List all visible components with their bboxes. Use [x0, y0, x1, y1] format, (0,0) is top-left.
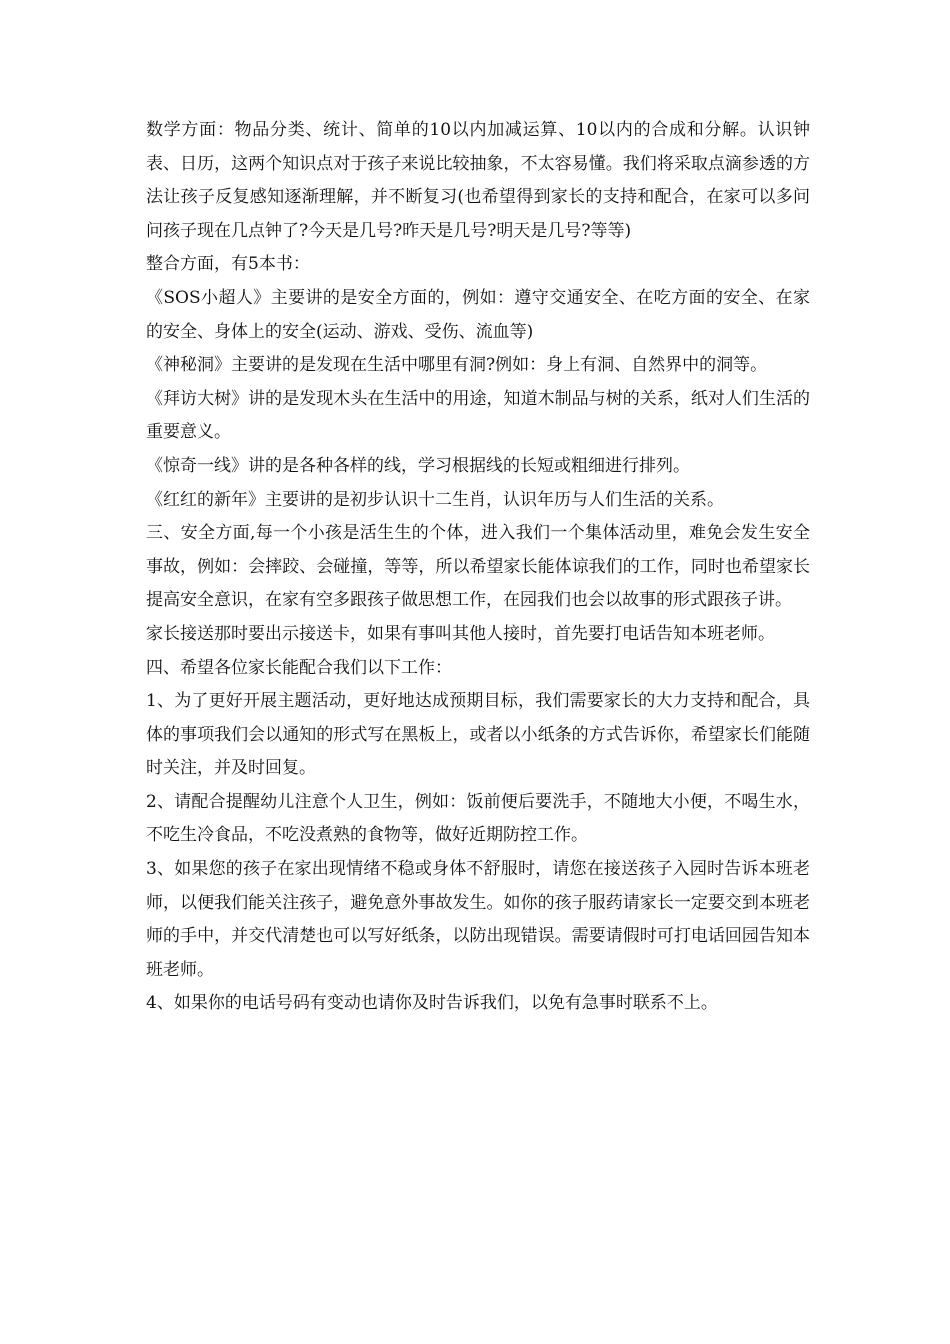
paragraph-parent-cooperation-heading: 四、希望各位家长能配合我们以下工作： — [146, 657, 452, 678]
paragraph-item-4: 4、如果你的电话号码有变动也请你及时告诉我们，以免有急事时联系不上。 — [146, 993, 718, 1014]
paragraph-book-mystery-hole: 《神秘洞》主要讲的是发现在生活中哪里有洞?例如：身上有洞、自然界中的洞等。 — [146, 355, 768, 376]
paragraph-book-lines: 《惊奇一线》讲的是各种各样的线，学习根据线的长短或粗细进行排列。 — [146, 455, 690, 476]
paragraph-math: 数学方面：物品分类、统计、简单的10以内加减运算、10以内的合成和分解。认识钟表、日历，这两个知识点对于孩子来说比较抽象，不太容易懂。我们将采取点滴参透的方法让孩子反复感知逐渐理解，并不断复习(也希望得到家长的支持和配合，在家可以多问问孩子现在几点钟了?今天是几号?昨天是几号?明天是几号?等等) — [146, 120, 810, 241]
paragraph-book-sos: 《SOS小超人》主要讲的是安全方面的，例如：遵守交通安全、在吃方面的安全、在家的安全、身体上的安全(运动、游戏、受伤、流血等) — [146, 287, 810, 342]
paragraph-book-visit-tree: 《拜访大树》讲的是发现木头在生活中的用途，知道木制品与树的关系，纸对人们生活的重要意义。 — [146, 388, 810, 443]
document-body — [146, 114, 810, 1021]
paragraph-book-new-year: 《红红的新年》主要讲的是初步认识十二生肖，认识年历与人们生活的关系。 — [146, 489, 724, 510]
paragraph-item-1: 1、为了更好开展主题活动，更好地达成预期目标，我们需要家长的大力支持和配合，具体的事项我们会以通知的形式写在黑板上，或者以小纸条的方式告诉你，希望家长们能随时关注，并及时回复。 — [146, 691, 810, 779]
paragraph-safety: 三、安全方面,每一个小孩是活生生的个体，进入我们一个集体活动里，难免会发生安全事故，例如：会摔跤、会碰撞，等等，所以希望家长能体谅我们的工作，同时也希望家长提高安全意识，在家有空多跟孩子做思想工作，在园我们也会以故事的形式跟孩子讲。 — [146, 523, 810, 611]
paragraph-item-2: 2、请配合提醒幼儿注意个人卫生，例如：饭前便后要洗手，不随地大小便，不喝生水，不吃生冷食品，不吃没煮熟的食物等，做好近期防控工作。 — [146, 791, 810, 846]
paragraph-integration-heading: 整合方面，有5本书： — [146, 254, 310, 275]
paragraph-item-3: 3、如果您的孩子在家出现情绪不稳或身体不舒服时，请您在接送孩子入园时告诉本班老师，以便我们能关注孩子，避免意外事故发生。如你的孩子服药请家长一定要交到本班老师的手中，并交代清楚也可以写好纸条，以防出现错误。需要请假时可打电话回园告知本班老师。 — [146, 859, 810, 980]
paragraph-pickup-card: 家长接送那时要出示接送卡，如果有事叫其他人接时，首先要打电话告知本班老师。 — [146, 623, 775, 644]
